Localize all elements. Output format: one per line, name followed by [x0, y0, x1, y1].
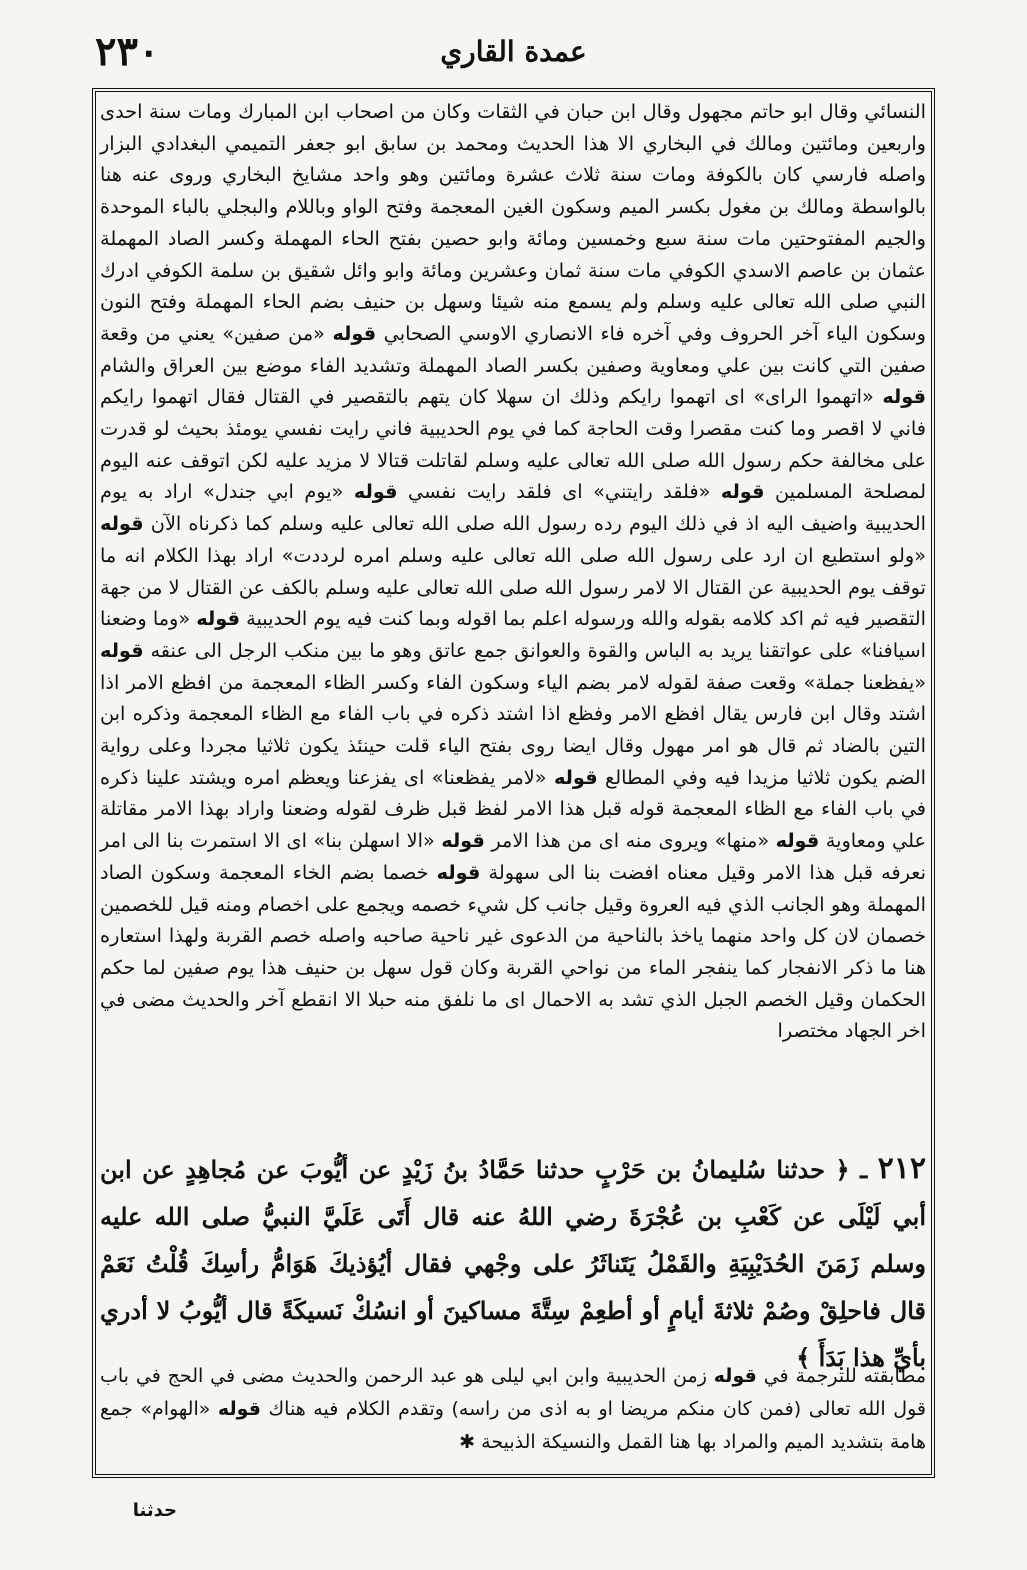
- hadith-text: ﴿ حدثنا سُليمانُ بن حَرْبٍ حدثنا حَمَّادُ بنُ زَيْدٍ عن أيُّوبَ عن مُجاهِدٍ عن ابن أبي لَيْلَى عن كَعْبِ بن عُجْرَةَ رضي اللهُ عنه قال أَتَى عَلَيَّ النبيُّ صلى الله عليه وسلم زَمَنَ الحُدَيْبِيَةِ والقَمْلُ يَتَناثَرُ على وجْهي فقال أيُؤذيكَ هَوَامُّ رأسِكَ قُلْتُ نَعَمْ قال فاحلِقْ وصُمْ ثلاثةَ أيامٍ أو أطعِمْ سِتَّةَ مساكينَ أو انسُكْ نَسيكَةً قال أيُّوبُ لا أدري بأيِّ هذا بَدَأَ ﴾: [100, 1155, 926, 1372]
- commentary-text: خصما بضم الخاء المعجمة وسكون الصاد المهملة وهو الجانب الذي فيه العروة وقيل جانب كل شيء خصمه ويجمع على اخصام ومنه قيل للخصمين خصمان لان كل واحد منهما ياخذ بالناحية من الدعوى غير ناحية صاحبه واصله خصم القربة ولهذا استعاره هنا ما ذكر الانفجار كما ينفجر الماء من نواحي القربة وكان قول سهل بن حنيف هذا يوم صفين لما حكم الحكمان وقيل الخصم الجبل الذي تشد به الاحمال اى ما نلفق منه حبلا الا انقطع آخر والحديث مضى في اخر الجهاد مختصرا: [100, 860, 926, 1043]
- qawluhu-marker: قوله: [713, 1365, 757, 1387]
- catchword: حدثنا: [132, 1500, 177, 1521]
- qawluhu-marker: قوله: [100, 512, 144, 536]
- hadith-number: ٢١٢: [877, 1151, 926, 1186]
- commentary-text: «اتهموا الراى» اى اتهموا رايكم وذلك ان سهلا كان يتهم بالتقصير في القتال فقال اتهموا رايكم فاني لا اقصر وما كنت مقصرا وقت الحاجة كما في يوم الحديبية فاني رايت نفسي يومئذ بحيث لو قدرت على مخالفة حكم رسول الله صلى الله تعالى عليه وسلم لقاتلت قتالا لا مزيد عليه لكن اتوقف عنه اليوم لمصلحة المسلمين: [100, 385, 926, 504]
- qawluhu-marker: قوله: [217, 1398, 261, 1420]
- commentary-text: «من صفين» يعني من وقعة صفين التي كانت بين علي ومعاوية وصفين بكسر الصاد المهملة وتشديد الفاء موضع بين العراق والشام: [100, 321, 926, 377]
- commentary-text: «ولو استطيع ان ارد على رسول الله صلى الله تعالى عليه وسلم امره لرددت» اراد بهذا الكلام انه ما توقف يوم الحديبية عن القتال الا لامر رسول الله صلى الله تعالى عليه وسلم بالكف عن القتال لا من جهة التقصير فيه ثم اكد كلامه بقوله والله ورسوله اعلم بما اقوله وبما كنت فيه يوم الحديبية: [100, 543, 926, 631]
- qawluhu-marker: قوله: [720, 480, 765, 504]
- commentary-text: «فلقد رايتني» اى فلقد رايت نفسي: [408, 480, 711, 504]
- qawluhu-marker: قوله: [553, 765, 598, 789]
- analysis-paragraph: [100, 1360, 926, 1459]
- commentary-text: النسائي وقال ابو حاتم مجهول وقال ابن حبان في الثقات وكان من اصحاب ابن المبارك ومات سنة احدى واربعين ومائتين ومالك في البخاري الا هذا الحديث ومحمد بن سابق ابو جعفر التميمي البغدادي البزار واصله فارسي كان بالكوفة ومات سنة ثلاث عشرة ومائتين وهو واحد مشايخ البخاري وروى عنه هنا بالواسطة ومالك بن مغول بكسر الميم وسكون الغين المعجمة وفتح الواو وباللام والبجلي بالباء الموحدة والجيم المفتوحتين مات سنة سبع وخمسين ومائة وابو حصين بفتح الحاء المهملة وكسر الصاد المهملة عثمان بن عاصم الاسدي الكوفي مات سنة ثمان وعشرين ومائة وابو وائل شقيق بن سلمة الكوفي ادرك النبي صلى الله تعالى عليه وسلم ولم يسمع منه شيئا وسهل بن حنيف بضم الحاء المهملة وفتح النون وسكون الياء آخر الحروف وفي آخره فاء الانصاري الاوسي الصحابي: [100, 100, 926, 345]
- analysis-text: زمن الحديبية وابن ابي ليلى هو عبد الرحمن والحديث مضى في الحج في باب قول الله تعالى (فمن كان منكم مريضا او به اذى من راسه) وتقدم الكلام فيه هناك: [100, 1365, 926, 1420]
- qawluhu-marker: قوله: [775, 829, 820, 853]
- hadith-block: [100, 1145, 926, 1381]
- commentary-text: «وما وضعنا اسيافنا» على عواتقنا يريد به الباس والقوة والعوانق جمع عاتق وهو ما بين منكب الرجل الى عنقه: [100, 607, 926, 662]
- qawluhu-marker: قوله: [100, 638, 144, 662]
- commentary-paragraph: [100, 96, 926, 1047]
- qawluhu-marker: قوله: [441, 829, 485, 853]
- running-title: عمدة القاري: [440, 35, 587, 68]
- commentary-text: «لامر يفظعنا» اى يفزعنا ويعظم امره ويشتد علينا ذكره في باب الفاء مع الظاء المعجمة قوله قبل هذا الامر لفظ قبل ظرف لقوله وضعنا واراد بهذا الامر مقاتلة علي ومعاوية: [100, 765, 926, 853]
- commentary-text: «منها» ويروى منه اى من هذا الامر: [491, 829, 770, 853]
- qawluhu-marker: قوله: [353, 480, 398, 504]
- qawluhu-marker: قوله: [332, 321, 377, 345]
- qawluhu-marker: قوله: [196, 607, 240, 631]
- hadith-paragraph: ٢١٢ ـ ﴿ حدثنا سُليمانُ بن حَرْبٍ حدثنا حَمَّادُ بنُ زَيْدٍ عن أيُّوبَ عن مُجاهِدٍ عن ابن أبي لَيْلَى عن كَعْبِ بن عُجْرَةَ رضي اللهُ عنه قال أَتَى عَلَيَّ النبيُّ صلى الله عليه وسلم زَمَنَ الحُدَيْبِيَةِ والقَمْلُ يَتَناثَرُ على وجْهي فقال أيُؤذيكَ هَوَامُّ رأسِكَ قُلْتُ نَعَمْ قال فاحلِقْ وصُمْ ثلاثةَ أيامٍ أو أطعِمْ سِتَّةَ مساكينَ أو انسُكْ نَسيكَةً قال أيُّوبُ لا أدري بأيِّ هذا بَدَأَ ﴾: [100, 1151, 926, 1372]
- qawluhu-marker: قوله: [436, 860, 481, 884]
- qawluhu-marker: قوله: [882, 385, 926, 409]
- page-header: [95, 22, 932, 82]
- commentary-block: [100, 96, 926, 1047]
- page-number: ٢٣٠: [95, 28, 160, 75]
- commentary-text: «يفظعنا جملة» وقعت صفة لقوله لامر بضم الياء وسكون الفاء وكسر الظاء المعجمة من افظع الامر اذا اشتد وقال ابن فارس يقال افظع الامر وفظع اذا اشتد ذكره في باب الفاء مع الظاء المعجمة وذكره ابن التين بالضاد ثم قال هو امر مهول وقال ايضا روى بفتح الياء قلت حينئذ يكون ثلاثيا مجردا وعلى رواية الضم يكون ثلاثيا مزيدا فيه وفي المطالع: [100, 670, 926, 789]
- analysis-block: [100, 1360, 926, 1459]
- commentary-text: «يوم ابي جندل» اراد به يوم الحديبية واضيف اليه اذ في ذلك اليوم رده رسول الله صلى الله تعالى عليه وسلم كما ذكرناه الآن: [100, 480, 926, 536]
- commentary-text: «الا اسهلن بنا» اى الا استمرت بنا الى امر نعرفه قبل هذا الامر وقيل معناه افضت بنا الى سهولة: [100, 829, 926, 884]
- analysis-text: «الهوام» جمع هامة بتشديد الميم والمراد بها هنا القمل والنسيكة الذبيحة ✱: [100, 1398, 926, 1453]
- analysis-text: مطابقته للترجمة في: [763, 1365, 926, 1387]
